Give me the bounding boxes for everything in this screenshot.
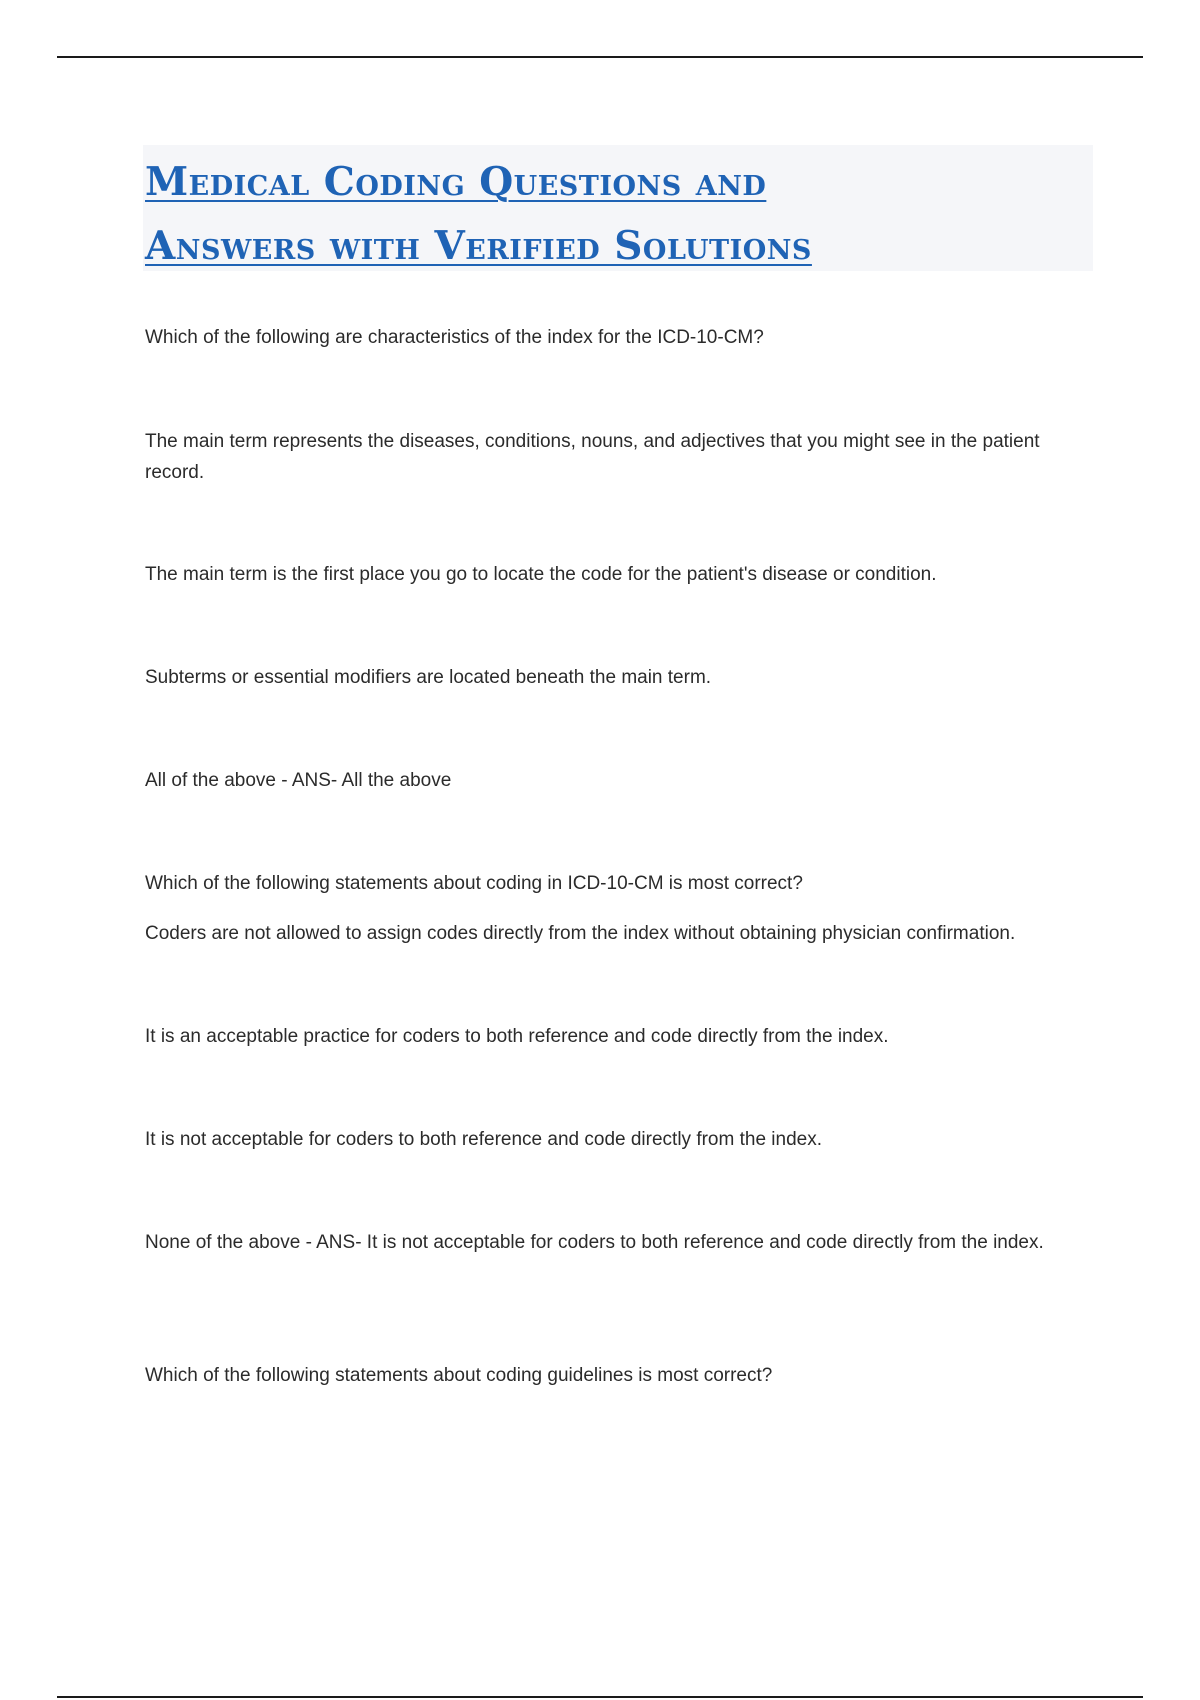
question-1-answer: All of the above - ANS- All the above bbox=[145, 770, 452, 791]
question-2: Which of the following statements about coding in ICD-10-CM is most correct? bbox=[145, 873, 803, 894]
question-1-option-2: The main term is the first place you go to locate the code for the patient's disease or condition. bbox=[145, 564, 937, 585]
document-title-line-2 bbox=[145, 223, 812, 269]
question-2-option-3: It is not acceptable for coders to both reference and code directly from the index. bbox=[145, 1129, 822, 1150]
question-1-option-1: The main term represents the diseases, conditions, nouns, and adjectives that you might see in the patient record. bbox=[145, 431, 1040, 483]
header-rule bbox=[57, 56, 1143, 58]
question-1: Which of the following are characteristics of the index for the ICD-10-CM? bbox=[145, 327, 764, 348]
title-text-1: Medical Coding Questions and bbox=[145, 159, 767, 205]
title-text-2: Answers with Verified Solutions bbox=[145, 223, 812, 269]
question-2-answer: None of the above - ANS- It is not acceptable for coders to both reference and code directly from the index. bbox=[145, 1232, 1044, 1253]
question-3: Which of the following statements about coding guidelines is most correct? bbox=[145, 1365, 773, 1386]
document-title-line-1 bbox=[145, 159, 766, 205]
footer-rule bbox=[57, 1696, 1143, 1698]
question-1-option-3: Subterms or essential modifiers are located beneath the main term. bbox=[145, 667, 712, 688]
question-2-option-2: It is an acceptable practice for coders to both reference and code directly from the index. bbox=[145, 1026, 889, 1047]
question-2-option-1: Coders are not allowed to assign codes directly from the index without obtaining physician confirmation. bbox=[145, 923, 1016, 944]
